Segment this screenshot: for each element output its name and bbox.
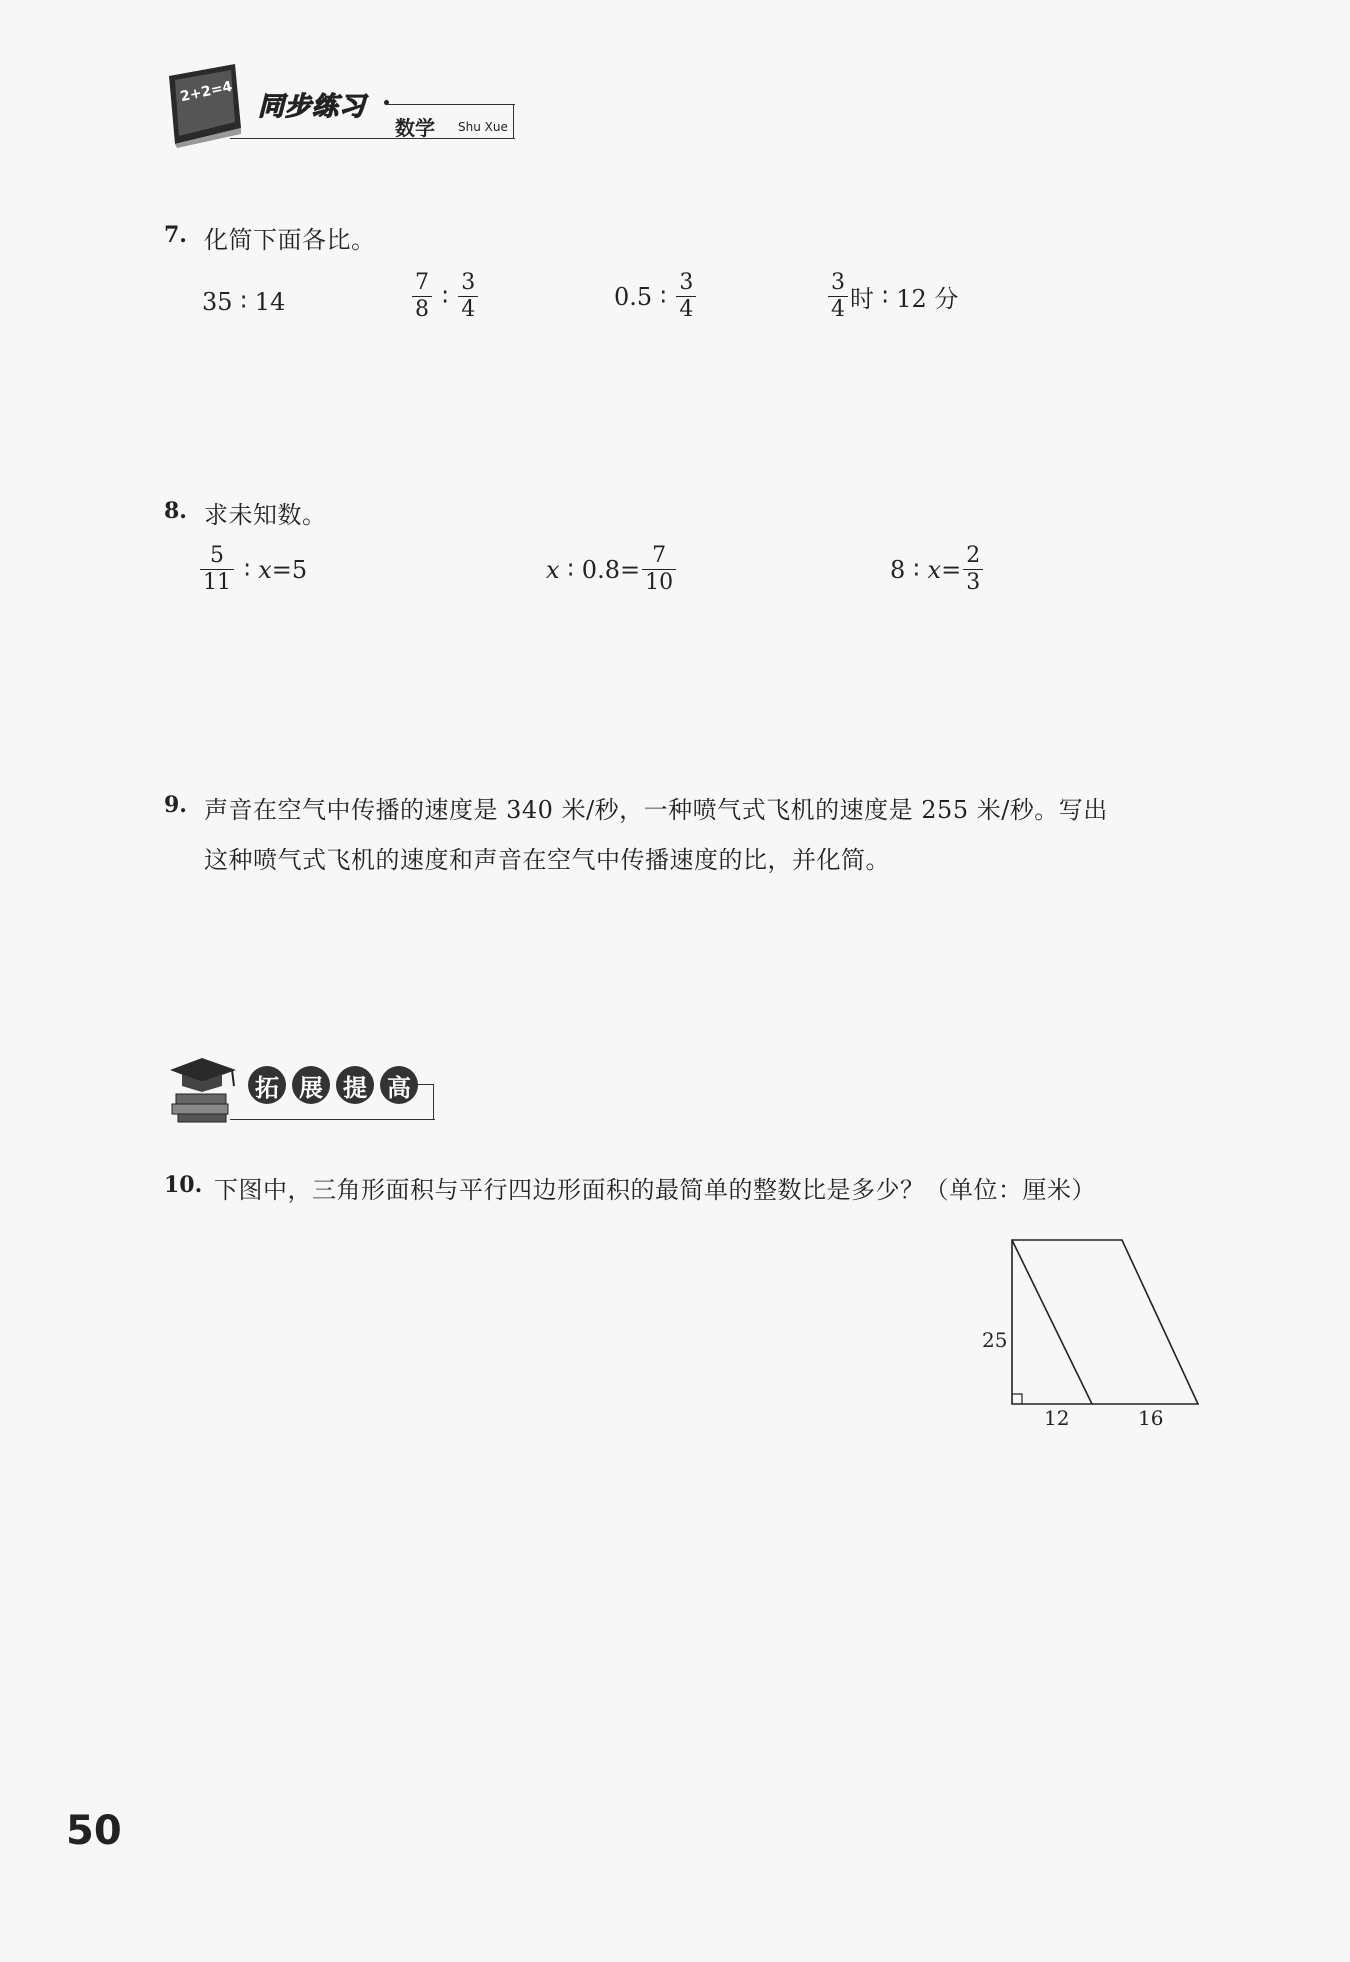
- q7b-num-2: 3: [461, 270, 476, 295]
- q8c-colon: ∶: [913, 555, 920, 584]
- q8c-left: 8: [890, 555, 906, 584]
- q7b-den-2: 4: [461, 297, 476, 322]
- q8a-colon: ∶: [244, 555, 251, 584]
- banner-char-3: 提: [336, 1066, 374, 1104]
- q8a-fraction: [200, 543, 234, 596]
- question-10-number: 10.: [164, 1172, 203, 1198]
- q8-item-b: [546, 543, 678, 596]
- q8c-variable: x: [927, 555, 942, 584]
- q8c-num: 2: [966, 543, 981, 568]
- book-title: 同步练习: [258, 92, 367, 122]
- q7c-num: 3: [679, 270, 694, 295]
- banner-char-2: 展: [292, 1066, 330, 1104]
- q7d-colon: ∶: [882, 282, 889, 311]
- banner-rule-right: [433, 1084, 434, 1119]
- board-text: 2+2=4: [178, 78, 234, 106]
- subject-label: 数学: [395, 116, 435, 140]
- banner-char-1: 拓: [248, 1066, 286, 1104]
- q7b-colon: ∶: [442, 282, 449, 311]
- banner-rule-top: [410, 1084, 434, 1085]
- q8b-mid: 0.8: [581, 555, 620, 584]
- right-angle-mark: [1012, 1394, 1022, 1404]
- q7d-fraction: [828, 270, 848, 323]
- q8c-equals: =: [941, 555, 962, 584]
- parallelogram-shape: [1012, 1240, 1198, 1404]
- q7a-left: 35: [202, 288, 233, 316]
- q7b-den-1: 8: [415, 297, 429, 322]
- question-9-number: 9.: [164, 792, 187, 818]
- triangle-hypotenuse: [1012, 1240, 1092, 1404]
- q7b-fraction-2: [458, 270, 478, 323]
- q8b-fraction: [642, 543, 676, 596]
- q8c-den: 3: [966, 570, 981, 595]
- q8b-colon: ∶: [567, 555, 574, 584]
- q7c-left: 0.5: [614, 282, 653, 311]
- question-8-text: 求未知数。: [204, 501, 327, 529]
- q7c-fraction: [676, 270, 696, 323]
- question-8-number: 8.: [164, 498, 187, 524]
- banner-char-4: 高: [380, 1066, 418, 1104]
- q8a-num: 5: [210, 543, 224, 568]
- figure-height-label: 25: [982, 1328, 1008, 1352]
- q7b-fraction-1: [412, 270, 432, 323]
- chalkboard-icon: [165, 62, 243, 148]
- question-7-text: 化简下面各比。: [204, 226, 376, 254]
- question-9-line-1: 声音在空气中传播的速度是 340 米/秒，一种喷气式飞机的速度是 255 米/秒。写出: [204, 796, 1108, 824]
- q8-item-a: [198, 543, 307, 596]
- q7d-num: 3: [831, 270, 845, 295]
- q7c-den: 4: [679, 297, 694, 322]
- q8a-equals: =: [271, 555, 292, 584]
- q7c-colon: ∶: [660, 282, 667, 311]
- q8b-den: 10: [645, 570, 674, 595]
- q7d-unit-hour: 时: [850, 285, 874, 313]
- page-number: 50: [66, 1808, 122, 1854]
- graduation-cap-books-icon: [162, 1052, 242, 1124]
- question-9-line-2: 这种喷气式飞机的速度和声音在空气中传播速度的比，并化简。: [204, 846, 890, 874]
- figure-base-left-label: 12: [1044, 1406, 1070, 1430]
- q8b-num: 7: [652, 543, 667, 568]
- header-rule: [230, 138, 515, 139]
- q7a-right: 14: [254, 288, 286, 316]
- q8-item-c: [890, 543, 985, 596]
- q7-item-d: [826, 270, 958, 323]
- q7d-den: 4: [831, 297, 845, 322]
- question-10-text: 下图中，三角形面积与平行四边形面积的最简单的整数比是多少？（单位：厘米）: [214, 1176, 1096, 1204]
- q7a-colon: ∶: [240, 288, 247, 316]
- question-7-number: 7.: [164, 222, 187, 248]
- q7-item-c: [614, 270, 698, 323]
- q7-item-a: [202, 288, 285, 316]
- q8a-right: 5: [291, 555, 308, 584]
- q8b-variable: x: [546, 555, 560, 584]
- figure-base-right-label: 16: [1138, 1406, 1164, 1430]
- q8b-equals: =: [619, 555, 641, 584]
- q8a-den: 11: [203, 570, 231, 595]
- q8a-variable: x: [258, 555, 272, 584]
- q7b-num-1: 7: [415, 270, 429, 295]
- q7-item-b: [410, 270, 480, 323]
- q7d-right: 12 分: [896, 285, 959, 313]
- subject-pinyin: Shu Xue: [458, 120, 508, 134]
- banner-rule: [230, 1119, 435, 1120]
- q8c-fraction: [963, 543, 983, 596]
